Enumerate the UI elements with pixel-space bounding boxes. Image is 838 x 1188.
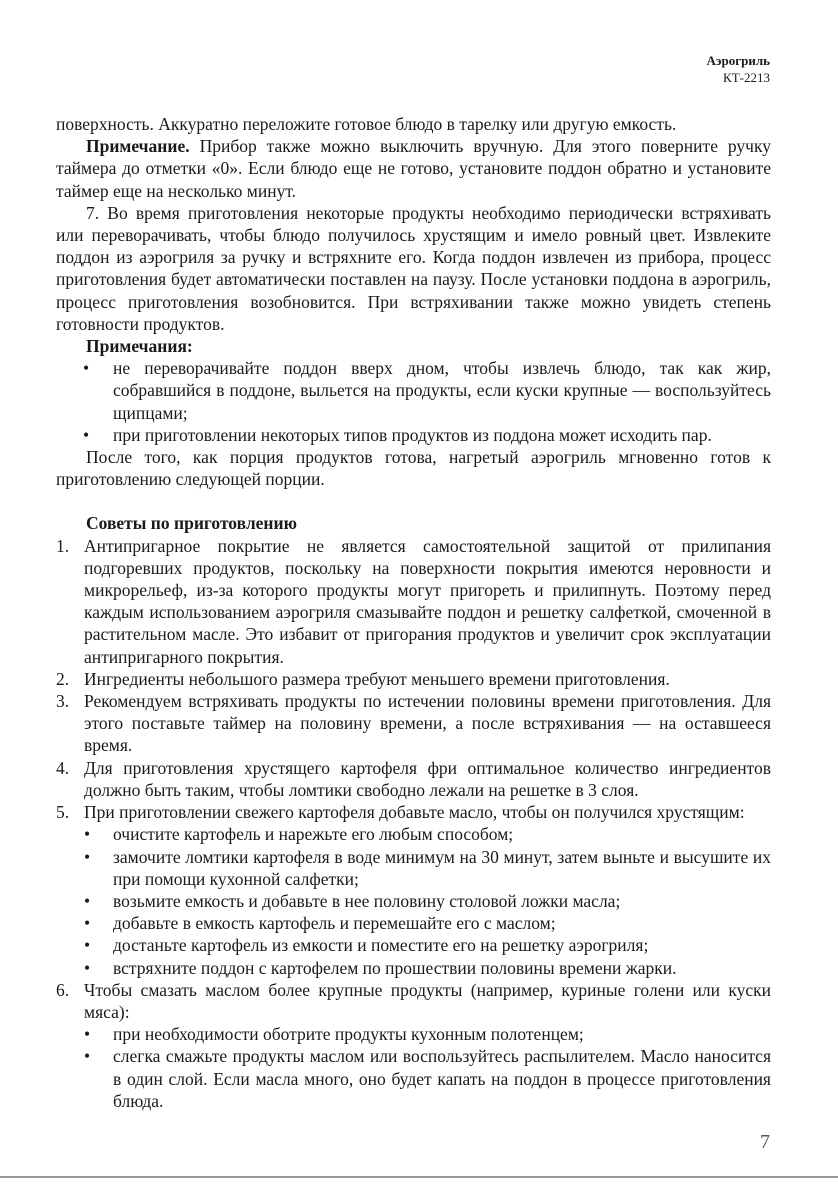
tip-text: При приготовлении свежего картофеля добавьте масло, чтобы он получился хрустящим: bbox=[84, 802, 745, 823]
list-item-text: добавьте в емкость картофель и перемешайте его с маслом; bbox=[113, 913, 556, 934]
tip-text: Для приготовления хрустящего картофеля фри оптимальное количество ингредиентов должно быть таким, чтобы ломтики свободно лежали на решетке в 3 слоя. bbox=[84, 757, 771, 800]
tip-item bbox=[56, 757, 771, 801]
list-item bbox=[84, 823, 771, 845]
list-item-text: встряхните поддон с картофелем по прошествии половины времени жарки. bbox=[113, 957, 677, 978]
bullet-icon: • bbox=[84, 824, 91, 845]
main-content bbox=[56, 113, 771, 1112]
page-number: 7 bbox=[760, 1131, 770, 1153]
list-item bbox=[84, 957, 771, 979]
list-item-text: очистите картофель и нарежьте его любым способом; bbox=[113, 824, 514, 845]
list-item bbox=[84, 846, 771, 890]
product-name: Аэрогриль bbox=[706, 53, 770, 68]
bullet-icon: • bbox=[84, 1046, 91, 1067]
page-header bbox=[706, 52, 770, 86]
note-text: Прибор также можно выключить вручную. Для этого поверните ручку таймера до отметки «0». Если блюдо еще не готово, установите поддон обратно и установите таймер еще на несколько минут. bbox=[56, 136, 771, 201]
tip-text: Ингредиенты небольшого размера требуют меньшего времени приготовления. bbox=[84, 668, 670, 689]
list-item bbox=[56, 424, 771, 446]
tip-number: 6. bbox=[56, 979, 70, 1000]
list-item-text: слегка смажьте продукты маслом или воспользуйтесь распылителем. Масло наносится в один слой. Если масла много, оно будет капать на поддон в процессе приготовления блюда. bbox=[113, 1046, 771, 1111]
tip-item bbox=[56, 690, 771, 757]
notes-list bbox=[56, 357, 771, 446]
tip-item bbox=[56, 979, 771, 1112]
tip-number: 5. bbox=[56, 802, 70, 823]
bullet-icon: • bbox=[83, 424, 90, 445]
tip-6-bullets bbox=[84, 1023, 771, 1112]
list-item bbox=[84, 934, 771, 956]
list-item-text: замочите ломтики картофеля в воде минимум на 30 минут, затем выньте и высушите их при помощи кухонной салфетки; bbox=[113, 846, 771, 889]
tip-text: Рекомендуем встряхивать продукты по истечении половины времени приготовления. Для этого поставьте таймер на половину времени, а после встряхивания — на оставшееся время. bbox=[84, 691, 771, 756]
note-label: Примечание. bbox=[86, 136, 190, 157]
paragraph-continuation: поверхность. Аккуратно переложите готовое блюдо в тарелку или другую емкость. bbox=[56, 114, 677, 134]
tip-text: Антипригарное покрытие не является самостоятельной защитой от прилипания подгоревших продуктов, поскольку на поверхности покрытия имеются неровности и микрорельеф, из-за которого продукты могут пригореть и прилипнуть. Поэтому перед каждым использованием аэрогриля смазывайте поддон и решетку салфеткой, смоченной в растительном масле. Это избавит от пригорания продуктов и увеличит срок эксплуатации антипригарного покрытия. bbox=[84, 535, 771, 667]
list-item bbox=[84, 1023, 771, 1045]
bullet-icon: • bbox=[84, 846, 91, 867]
tip-number: 4. bbox=[56, 757, 70, 778]
bullet-icon: • bbox=[84, 935, 91, 956]
bullet-icon: • bbox=[84, 1024, 91, 1045]
model-number: КТ-2213 bbox=[723, 70, 770, 85]
tips-list bbox=[56, 535, 771, 1112]
list-item-text: достаньте картофель из емкости и поместите его на решетку аэрогриля; bbox=[113, 935, 649, 956]
list-item bbox=[84, 890, 771, 912]
bullet-icon: • bbox=[84, 890, 91, 911]
list-item bbox=[84, 912, 771, 934]
tip-number: 1. bbox=[56, 535, 70, 556]
bullet-icon: • bbox=[84, 957, 91, 978]
list-item bbox=[84, 1045, 771, 1112]
tip-item bbox=[56, 668, 771, 690]
bullet-icon: • bbox=[84, 913, 91, 934]
after-portion-paragraph: После того, как порция продуктов готова, нагретый аэрогриль мгновенно готов к приготовлению следующей порции. bbox=[56, 447, 771, 490]
step-7-paragraph: 7. Во время приготовления некоторые продукты необходимо периодически встряхивать или переворачивать, чтобы блюдо получилось хрустящим и имело ровный цвет. Извлеките поддон из аэрогриля за ручку и встряхните его. Когда поддон извлечен из прибора, процесс приготовления будет автоматически поставлен на паузу. После установки поддона в аэрогриль, процесс приготовления возобновится. При встряхивании также можно увидеть степень готовности продуктов. bbox=[56, 202, 771, 334]
tip-item bbox=[56, 535, 771, 668]
bullet-icon: • bbox=[83, 358, 90, 379]
list-item bbox=[56, 357, 771, 424]
list-item-text: возьмите емкость и добавьте в нее половину столовой ложки масла; bbox=[113, 890, 621, 911]
tip-number: 2. bbox=[56, 668, 70, 689]
list-item-text: при приготовлении некоторых типов продуктов из поддона может исходить пар. bbox=[113, 424, 712, 445]
list-item-text: при необходимости оботрите продукты кухонным полотенцем; bbox=[113, 1024, 584, 1045]
tips-heading: Советы по приготовлению bbox=[86, 513, 297, 534]
tip-item bbox=[56, 801, 771, 979]
notes-heading: Примечания: bbox=[86, 336, 193, 357]
tip-text: Чтобы смазать маслом более крупные продукты (например, куриные голени или куски мяса): bbox=[84, 979, 771, 1022]
list-item-text: не переворачивайте поддон вверх дном, чтобы извлечь блюдо, так как жир, собравшийся в поддоне, выльется на продукты, если куски крупные — воспользуйтесь щипцами; bbox=[113, 358, 771, 423]
tip-5-bullets bbox=[84, 823, 771, 978]
bottom-divider bbox=[0, 1176, 838, 1178]
tip-number: 3. bbox=[56, 691, 70, 712]
note-paragraph bbox=[56, 135, 771, 202]
